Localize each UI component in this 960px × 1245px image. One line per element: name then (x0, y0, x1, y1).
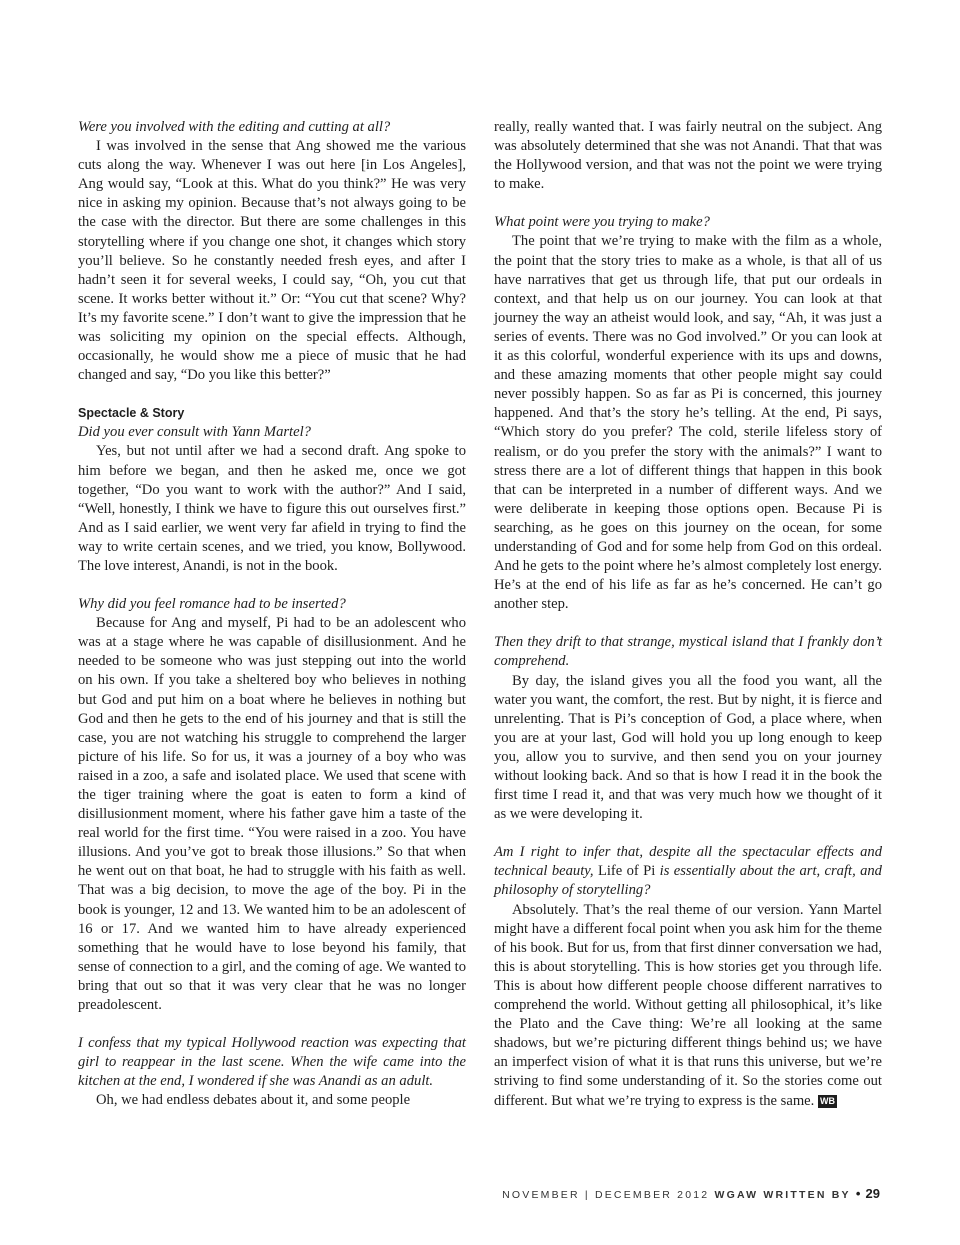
answer-storytelling (494, 901, 882, 1111)
page-footer (440, 1186, 880, 1201)
question-storytelling-part1: Am I right to infer that, despite all the spectacular effects and technical beauty, (494, 844, 882, 880)
answer-point: The point that we’re trying to make with the film as a whole, the point that the story tries to make as a whole, is that all of us have narratives that get us through life, that put our ordeals in context, and that help us on our journey. You can look at that journey the way an atheist would look, and say, “Ah, it was just a series of events. There was no God involved.” Or you can look at it as this colorful, wonderful experience with its ups and downs, and these amazing moments that other people might say could never possibly happen. So as far as Pi is concerned, this journey happened. And that’s the story he’s telling. At the end, Pi says, “Which story do you prefer? The cold, sterile lifeless story of realism, or do you prefer the story with the animals?” I want to stress there are a lot of different things that happen in this book that can be interpreted in a number of different ways. And we were deliberate in keeping those options open. Because Pi is searching, as he goes on this journey on the ocean, for some understanding of God and for some help from God on this ordeal. And he gets to the point where he’s almost completely lost energy. He’s at the end of his life as far as he’s concerned. He can’t go another step. (494, 233, 882, 613)
answer-island: By day, the island gives you all the food you want, all the water you want, the comfort, the rest. But by night, it is fierce and unrelenting. That is Pi’s conception of God, a place where, when you are at your last, God will hold you up long enough to keep you, allow you to survive, and then send you on your journey without looking back. And so that is how I read it in the book the first time I read it, and that was very much how we thought of it as we were developing it. (494, 672, 882, 823)
section-subhead: Spectacle & Story (78, 406, 185, 421)
question-romance: Why did you feel romance had to be inserted? (78, 596, 346, 613)
spacer (78, 1015, 466, 1034)
answer-hollywood-reaction-continued: really, really wanted that. I was fairly neutral on the subject. Ang was absolutely determined that she was not Anandi. That that was the Hollywood version, and that was not the point we were trying to make. (494, 119, 882, 193)
page-number: 29 (865, 1186, 880, 1201)
question-point: What point were you trying to make? (494, 214, 710, 231)
footer-publication: WGAW WRITTEN BY (714, 1189, 851, 1201)
spacer (494, 614, 882, 633)
answer-storytelling-text: Absolutely. That’s the real theme of our version. Yann Martel might have a different focal point when you ask him for the theme of his book. But for us, from that first dinner conversation we had, this is about storytelling. This is how stories get you through life. This is about how different people choose different narratives to comprehend the world. Without getting all philosophical, it’s like the Plato and the Cave thing: We’re all looking at the same shadows, but we’re picturing different things behind us; we have an imperfect vision of what it is that runs this universe, but we’re striving to find some understanding of it. So the stories come out different. But what we’re trying to express is the same. (494, 901, 882, 1109)
answer-hollywood-reaction: Oh, we had endless debates about it, and some people (96, 1092, 411, 1109)
question-island: Then they drift to that strange, mystical island that I frankly don’t comprehend. (494, 634, 882, 670)
left-column (78, 118, 466, 1111)
question-storytelling (494, 843, 882, 900)
spacer (78, 576, 466, 595)
question-hollywood-reaction: I confess that my typical Hollywood reaction was expecting that girl to reappear in the last scene. When the wife came into the kitchen at the end, I wondered if she was Anandi as an adult. (78, 1035, 466, 1090)
question-consult-author: Did you ever consult with Yann Martel? (78, 424, 311, 441)
end-mark-icon: WB (819, 1095, 835, 1106)
right-column (494, 118, 882, 1111)
film-title: Life of Pi (597, 863, 656, 880)
spacer (78, 385, 466, 404)
answer-consult-author: Yes, but not until after we had a second draft. Ang spoke to him before we began, and then he asked me, once we got together, “Do you want to work with the author?” And I said, “Well, honestly, I think we have to figure this out ourselves first.” And as I said earlier, we went very far afield in trying to find the way to write certain scenes, and we tried, you know, Bollywood. The love interest, Anandi, is not in the book. (78, 443, 466, 574)
question-editing: Were you involved with the editing and cutting at all? (78, 119, 391, 135)
spacer (494, 194, 882, 213)
spacer (494, 824, 882, 843)
footer-issue: NOVEMBER | DECEMBER 2012 (502, 1189, 710, 1201)
footer-bullet: • (855, 1186, 861, 1201)
answer-romance: Because for Ang and myself, Pi had to be an adolescent who was at a stage where he was capable of disillusionment. And he needed to be someone who was just stepping out into the world on his own. If you take a sheltered boy who believes in nothing but God and put him on a boat where he believes in nothing but God and then he gets to the end of his journey and that is still the case, you are not watching his struggle to comprehend the larger picture of his life. So for us, it was a journey of a boy who was raised in a zoo, a safe and isolated place. We used that scene with the tiger training where the goat is eaten to form a kind of disillusionment moment, where his father gave him a taste of the real world for the first time. “You were raised in a zoo. You have illusions. And you’ve got to break those illusions.” So that when he went out on that boat, he had to struggle with his faith as well. That was a big decision, to move the age of the boy. Pi in the book is younger, 12 and 13. We wanted him to be an adolescent of 16 or 17. And we wanted him to have already experienced something that he would have to lose beyond his family, that sense of connection to a girl, and the coming of age. We wanted to bring that out so that it was very clear that he was no longer preadolescent. (78, 615, 467, 1014)
question-storytelling-part2: is essentially about the art, craft, and philosophy of storytelling? (494, 863, 882, 899)
answer-editing: I was involved in the sense that Ang showed me the various cuts along the way. Whenever I was out here [in Los Angeles], Ang would say, “Look at this. What do you think?” He was very nice in asking my opinion. Because that’s not always going to be the case with the director. But there are some challenges in this storytelling where if you change one shot, it changes which story you’ll believe. So he constantly needed fresh eyes, and after I hadn’t seen it for several weeks, I could say, “Oh, you cut that scene. It works better without it.” Or: “You cut that scene? Why? It’s my favorite scene.” I don’t want to give the impression that he was soliciting my opinion on the special effects. Although, occasionally, he would show me a piece of music that he had changed and say, “Do you like this better?” (78, 138, 466, 384)
